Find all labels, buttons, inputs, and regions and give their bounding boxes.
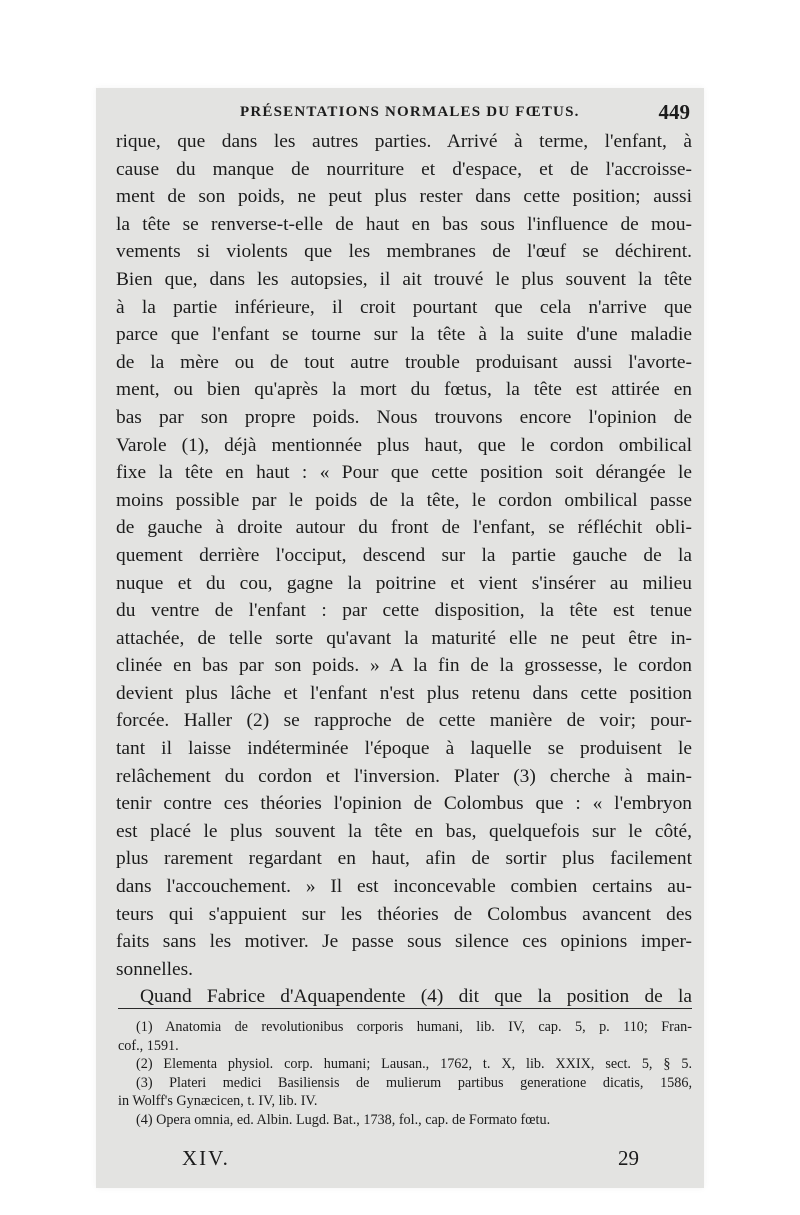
text-line: de la mère ou de tout autre trouble produisant aussi l'avorte- [116, 351, 692, 373]
text-line: rique, que dans les autres parties. Arrivé à terme, l'enfant, à [116, 131, 692, 152]
text-line: sonnelles. [116, 958, 194, 980]
text-line: ment de son poids, ne peut plus rester dans cette position; aussi [116, 186, 692, 208]
footnote: (1) Anatomia de revolutionibus corporis humani, lib. IV, cap. 5, p. 110; Fran- [136, 1019, 692, 1035]
folio-number: 29 [618, 1146, 639, 1170]
text-line: moins possible par le poids de la tête, le cordon ombilical passe [116, 489, 692, 511]
footnote: (3) Plateri medici Basiliensis de mulierum partibus generatione dicatis, 1586, [136, 1074, 692, 1091]
running-title: PRÉSENTATIONS NORMALES DU FŒTUS. [240, 104, 580, 120]
footnote: (4) Opera omnia, ed. Albin. Lugd. Bat., 1738, fol., cap. de Formato fœtu. [136, 1111, 551, 1128]
body-text [116, 128, 692, 1011]
text-line: Quand Fabrice d'Aquapendente (4) dit que la position de la [140, 986, 692, 1008]
text-line: de gauche à droite autour du front de l'enfant, se réfléchit obli- [116, 517, 692, 539]
text-line: vements si violents que les membranes de l'œuf se déchirent. [116, 241, 692, 263]
text-line: Varole (1), déjà mentionnée plus haut, que le cordon ombilical [116, 434, 692, 456]
text-line: bas par son propre poids. Nous trouvons encore l'opinion de [116, 406, 692, 428]
text-line: la tête se renverse-t-elle de haut en bas sous l'influence de mou- [116, 213, 692, 235]
page-number: 449 [658, 100, 690, 124]
text-line: parce que l'enfant se tourne sur la tête à la suite d'une maladie [116, 324, 692, 346]
text-line: quement derrière l'occiput, descend sur la partie gauche de la [116, 544, 692, 566]
footnote: (2) Elementa physiol. corp. humani; Lausan., 1762, t. X, lib. XXIX, sect. 5, § 5. [136, 1056, 692, 1073]
text-line: attachée, de telle sorte qu'avant la maturité elle ne peut être in- [116, 627, 692, 649]
text-line: forcée. Haller (2) se rapproche de cette manière de voir; pour- [116, 710, 692, 732]
text-line: dans l'accouchement. » Il est inconcevable combien certains au- [116, 876, 692, 898]
text-line: à la partie inférieure, il croit pourtant que cela n'arrive que [116, 296, 692, 318]
signature-mark: XIV. [182, 1146, 230, 1170]
text-line: tant il laisse indéterminée l'époque à laquelle se produisent le [116, 738, 692, 760]
text-line: clinée en bas par son poids. » A la fin de la grossesse, le cordon [116, 655, 692, 677]
text-line: tenir contre ces théories l'opinion de Colombus que : « l'embryon [116, 793, 692, 815]
text-line: cause du manque de nourriture et d'espace, et de l'accroisse- [116, 158, 692, 180]
text-line: ment, ou bien qu'après la mort du fœtus, la tête est attirée en [116, 379, 692, 401]
text-line: est placé le plus souvent la tête en bas, quelquefois sur le côté, [116, 820, 692, 842]
footnote-continuation: in Wolff's Gynæcicen, t. IV, lib. IV. [118, 1093, 318, 1110]
text-line: plus rarement regardant en haut, afin de sortir plus facilement [116, 848, 692, 870]
text-line: du ventre de l'enfant : par cette disposition, la tête est tenue [116, 600, 692, 622]
text-line: relâchement du cordon et l'inversion. Plater (3) cherche à main- [116, 765, 692, 787]
page-header [118, 100, 694, 128]
footnote-continuation: cof., 1591. [118, 1037, 179, 1054]
text-line: nuque et du cou, gagne la poitrine et vient s'insérer au milieu [116, 572, 692, 594]
text-line: devient plus lâche et l'enfant n'est plus retenu dans cette position [116, 682, 692, 704]
footnote-separator [118, 1008, 692, 1009]
text-line: fixe la tête en haut : « Pour que cette position soit dérangée le [116, 462, 692, 484]
footnotes [118, 1018, 692, 1130]
text-line: teurs qui s'appuient sur les théories de Colombus avancent des [116, 903, 692, 925]
text-line: Bien que, dans les autopsies, il ait trouvé le plus souvent la tête [116, 268, 692, 290]
text-line: faits sans les motiver. Je passe sous silence ces opinions imper- [116, 931, 692, 953]
